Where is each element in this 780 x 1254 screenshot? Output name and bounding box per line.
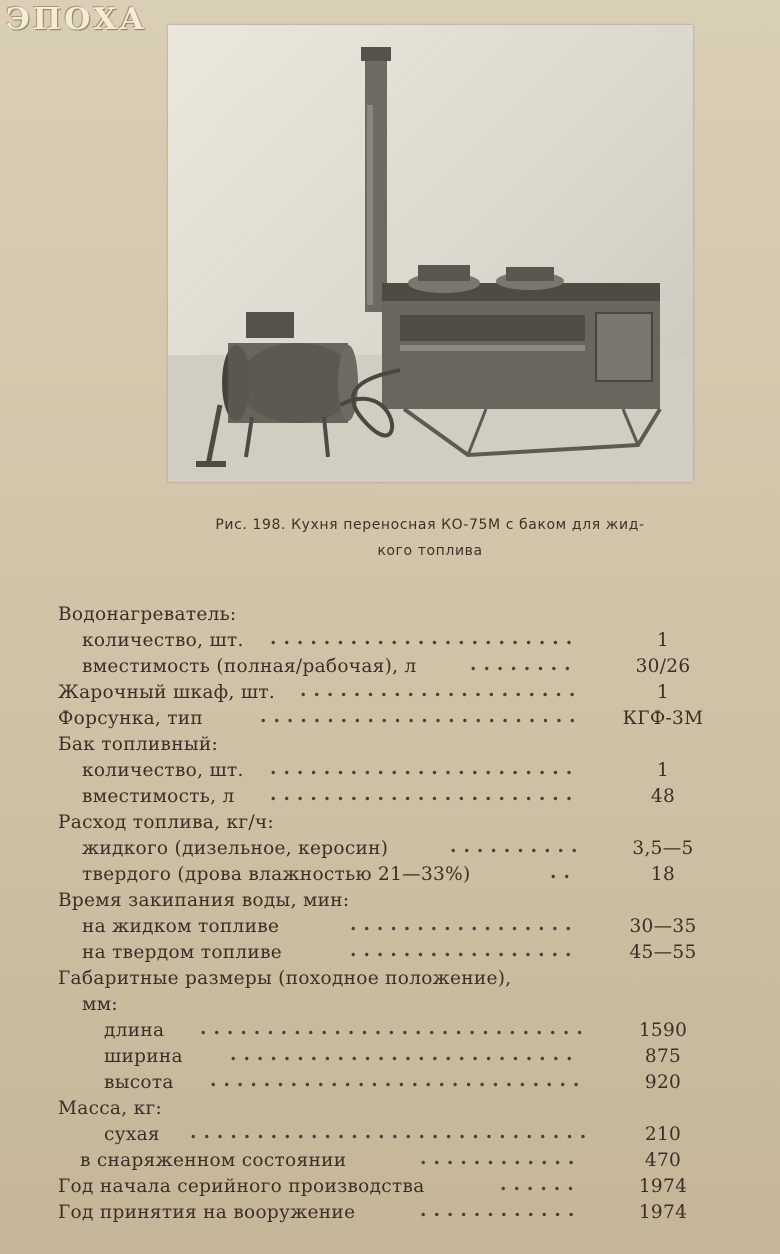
spec-value: 470 — [644, 1150, 682, 1171]
dot-leader: ................. — [350, 940, 579, 961]
spec-value: 1 — [656, 682, 670, 703]
spec-value: 30/26 — [635, 656, 691, 677]
spec-value: 48 — [650, 786, 676, 807]
spec-label: ширина — [104, 1046, 183, 1067]
spec-label: высота — [104, 1072, 174, 1093]
spec-row — [0, 708, 780, 734]
spec-row — [0, 786, 780, 812]
dot-leader: .............................. — [190, 1122, 594, 1143]
dot-leader: ........ — [470, 654, 578, 675]
caption-line-2: кого топлива — [377, 543, 483, 559]
spec-label: вместимость (полная/рабочая), л — [82, 656, 417, 677]
spec-label: количество, шт. — [82, 630, 244, 651]
spec-label: жидкого (дизельное, керосин) — [82, 838, 389, 859]
figure-caption — [150, 512, 710, 564]
dot-leader: ................. — [350, 914, 579, 935]
spec-row — [0, 682, 780, 708]
dot-leader: ....................... — [270, 628, 580, 649]
spec-value: 1 — [656, 760, 670, 781]
dot-leader: ............................ — [210, 1070, 587, 1091]
spec-row — [0, 968, 780, 994]
spec-label: вместимость, л — [82, 786, 235, 807]
dot-leader: ............ — [420, 1148, 582, 1169]
spec-value: 3,5—5 — [632, 838, 694, 859]
spec-label: Масса, кг: — [58, 1098, 162, 1119]
spec-row — [0, 1124, 780, 1150]
spec-label: Бак топливный: — [58, 734, 219, 755]
dot-leader: .......................... — [230, 1044, 580, 1065]
dot-leader: ....................... — [270, 784, 580, 805]
spec-row — [0, 838, 780, 864]
watermark-logo: ЭПОХА — [6, 2, 148, 37]
spec-row — [0, 760, 780, 786]
spec-row — [0, 630, 780, 656]
spec-row — [0, 864, 780, 890]
spec-row — [0, 1046, 780, 1072]
spec-label: Водонагреватель: — [58, 604, 237, 625]
spec-label: количество, шт. — [82, 760, 244, 781]
spec-label: Год принятия на вооружение — [58, 1202, 356, 1223]
spec-label: длина — [104, 1020, 165, 1041]
spec-row — [0, 994, 780, 1020]
spec-label: в снаряженном состоянии — [80, 1150, 347, 1171]
spec-label: на твердом топливе — [82, 942, 283, 963]
spec-label: на жидком топливе — [82, 916, 280, 937]
spec-value: 1974 — [638, 1176, 688, 1197]
spec-row — [0, 812, 780, 838]
field-kitchen-photo — [168, 25, 693, 482]
spec-row — [0, 734, 780, 760]
spec-value: 30—35 — [629, 916, 697, 937]
spec-row — [0, 916, 780, 942]
spec-label: Время закипания воды, мин: — [58, 890, 350, 911]
spec-row — [0, 604, 780, 630]
spec-row — [0, 942, 780, 968]
spec-value: 1974 — [638, 1202, 688, 1223]
spec-row — [0, 1098, 780, 1124]
spec-row — [0, 890, 780, 916]
dot-leader: ............................. — [200, 1018, 590, 1039]
dot-leader: ............ — [420, 1200, 582, 1221]
spec-row — [0, 1020, 780, 1046]
spec-label: Габаритные размеры (походное положение), — [58, 968, 512, 989]
spec-label: мм: — [82, 994, 118, 1015]
caption-line-1: Рис. 198. Кухня переносная КО-75М с баком для жид- — [215, 517, 645, 533]
spec-row — [0, 656, 780, 682]
dot-leader: .......... — [450, 836, 585, 857]
spec-value: 1 — [656, 630, 670, 651]
spec-value: 875 — [644, 1046, 682, 1067]
spec-row — [0, 1150, 780, 1176]
spec-value: 1590 — [638, 1020, 688, 1041]
dot-leader: ...... — [500, 1174, 581, 1195]
spec-row — [0, 1176, 780, 1202]
dot-leader: ....................... — [270, 758, 580, 779]
dot-leader: ..................... — [300, 680, 583, 701]
dot-leader: ........................ — [260, 706, 583, 727]
spec-label: Форсунка, тип — [58, 708, 204, 729]
spec-row — [0, 1202, 780, 1228]
spec-row — [0, 1072, 780, 1098]
dot-leader: .. — [550, 862, 577, 883]
spec-value: 210 — [644, 1124, 682, 1145]
spec-label: Год начала серийного производства — [58, 1176, 425, 1197]
spec-label: Расход топлива, кг/ч: — [58, 812, 274, 833]
spec-value: 920 — [644, 1072, 682, 1093]
spec-label: сухая — [104, 1124, 160, 1145]
spec-value: КГФ-3М — [622, 708, 704, 729]
spec-value: 18 — [650, 864, 676, 885]
spec-label: Жарочный шкаф, шт. — [58, 682, 276, 703]
spec-value: 45—55 — [629, 942, 697, 963]
spec-label: твердого (дрова влажностью 21—33%) — [82, 864, 471, 885]
